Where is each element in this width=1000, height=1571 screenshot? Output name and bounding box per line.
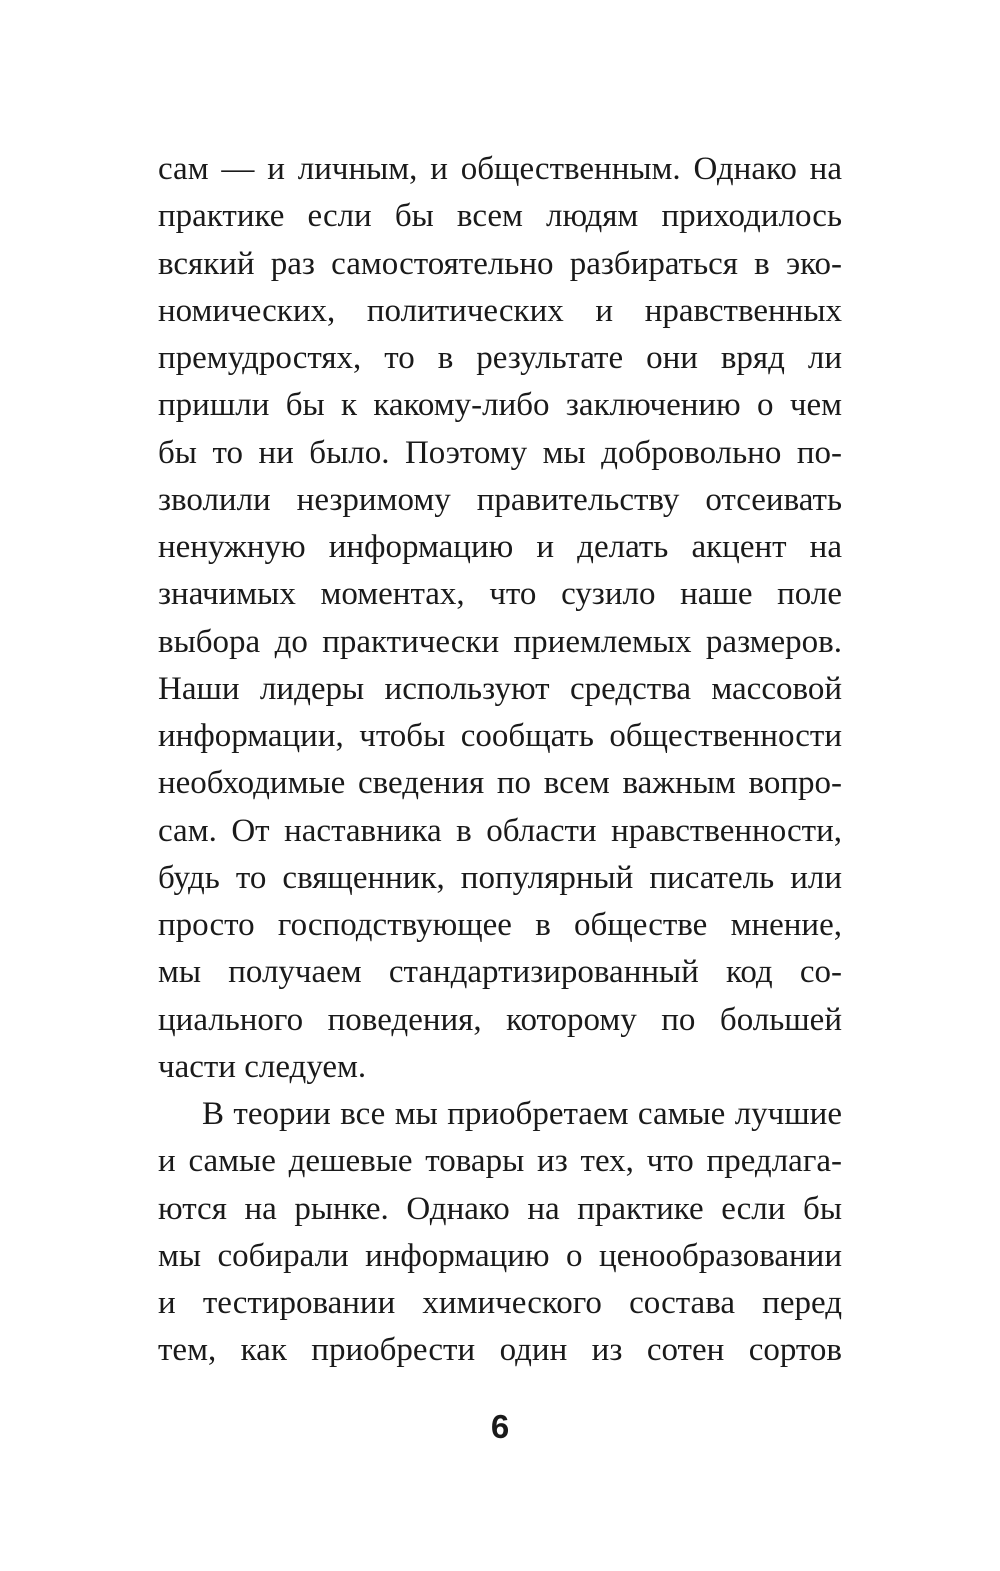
text-line: выбора до практически приемлемых размеров. (158, 623, 842, 660)
text-line: пришли бы к какому-либо заключению о чем (158, 387, 842, 424)
text-line: значимых моментах, что сузило наше поле (158, 576, 842, 613)
text-line: зволили незримому правительству отсеивать (158, 481, 842, 518)
text-line: сам — и личным, и общественным. Однако на (158, 151, 842, 187)
text-line: необходимые сведения по всем важным вопро- (158, 765, 842, 802)
text-line: информации, чтобы сообщать общественности (158, 718, 842, 754)
text-line: мы получаем стандартизированный код со- (158, 954, 842, 991)
text-line: и самые дешевые товары из тех, что предлага- (158, 1143, 842, 1180)
text-line: будь то священник, популярный писатель или (158, 859, 842, 896)
text-line: сам. От наставника в области нравственности, (158, 812, 842, 849)
text-line: просто господствующее в обществе мнение, (158, 907, 842, 943)
text-line: части следуем. (158, 1048, 367, 1085)
body-text (158, 146, 842, 1375)
text-line: номических, политических и нравственных (158, 292, 842, 329)
text-line: мы собирали информацию о ценообразовании (158, 1237, 842, 1274)
text-line: бы то ни было. Поэтому мы добровольно по- (158, 434, 842, 471)
text-line: ненужную информацию и делать акцент на (158, 529, 842, 565)
paragraph-1 (158, 146, 842, 1091)
text-line: циального поведения, которому по большей (158, 1001, 842, 1038)
text-line: и тестировании химического состава перед (158, 1285, 842, 1321)
text-line: Наши лидеры используют средства массовой (158, 670, 842, 707)
text-line: всякий раз самостоятельно разбираться в эко- (158, 245, 842, 282)
text-line: тем, как приобрести один из сотен сортов (158, 1332, 842, 1369)
page-number: 6 (490, 1408, 510, 1445)
paragraph-2 (158, 1091, 842, 1375)
text-line: В теории все мы приобретаем самые лучшие (202, 1096, 842, 1132)
text-line: премудростях, то в результате они вряд ли (158, 340, 842, 376)
text-line: практике если бы всем людям приходилось (158, 198, 842, 235)
text-line: ются на рынке. Однако на практике если бы (158, 1190, 842, 1227)
